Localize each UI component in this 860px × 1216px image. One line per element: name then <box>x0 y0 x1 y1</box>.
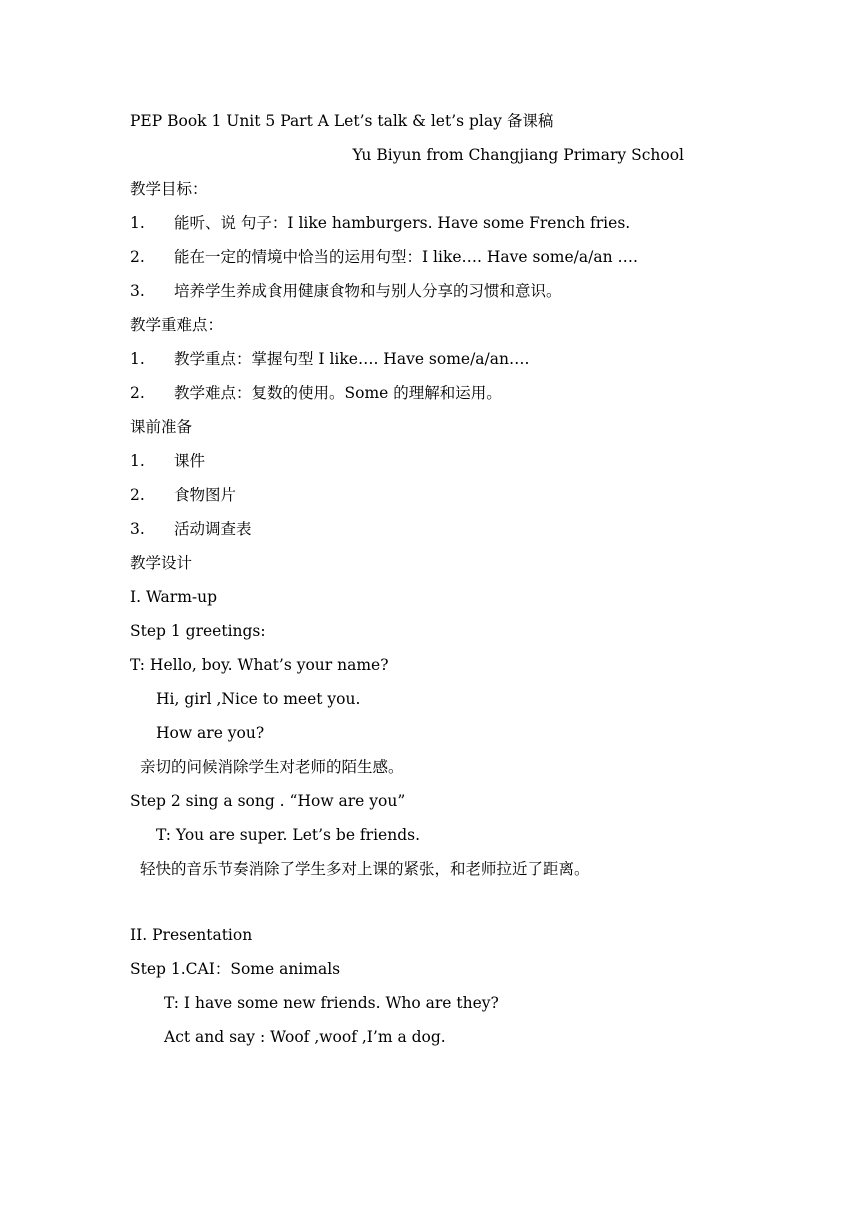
preparation-item <box>130 478 236 512</box>
dialogue-line: Hi, girl ,Nice to meet you. <box>156 690 361 708</box>
dialogue-line: T: I have some new friends. Who are they? <box>164 994 499 1012</box>
item-text: 食物图片 <box>174 486 237 504</box>
item-text: 活动调查表 <box>174 520 252 538</box>
dialogue-line: T: You are super. Let’s be friends. <box>156 826 420 844</box>
item-number: 3. <box>130 282 145 300</box>
item-number: 2. <box>130 248 145 266</box>
step-heading: Step 2 sing a song . “How are you” <box>130 792 406 810</box>
warmup-heading: I. Warm-up <box>130 588 218 606</box>
key-points-heading: 教学重难点： <box>130 316 224 334</box>
step-heading: Step 1.CAI：Some animals <box>130 960 341 978</box>
preparation-heading: 课前准备 <box>130 418 193 436</box>
objective-item <box>130 240 638 274</box>
item-number: 1. <box>130 214 145 232</box>
teaching-note: 亲切的问候消除学生对老师的陌生感。 <box>140 758 404 776</box>
item-number: 3. <box>130 520 145 538</box>
teaching-note: 轻快的音乐节奏消除了学生多对上课的紧张，和老师拉近了距离。 <box>140 860 590 878</box>
item-text: 课件 <box>174 452 206 470</box>
preparation-item <box>130 512 252 546</box>
item-number: 1. <box>130 350 145 368</box>
dialogue-line: Act and say : Woof ,woof ,I’m a dog. <box>164 1028 446 1046</box>
author-line: Yu Biyun from Changjiang Primary School <box>352 146 684 164</box>
item-number: 1. <box>130 452 145 470</box>
item-text: 教学难点：复数的使用。Some 的理解和运用。 <box>174 384 502 402</box>
design-heading: 教学设计 <box>130 554 193 572</box>
objective-item <box>130 274 562 308</box>
item-text: 培养学生养成食用健康食物和与别人分享的习惯和意识。 <box>174 282 562 300</box>
item-text: 能听、说 句子：I like hamburgers. Have some French fries. <box>174 214 631 232</box>
presentation-heading: II. Presentation <box>130 926 253 944</box>
item-number: 2. <box>130 384 145 402</box>
preparation-item <box>130 444 205 478</box>
item-text: 能在一定的情境中恰当的运用句型：I like…. Have some/a/an …. <box>174 248 638 266</box>
key-point-item <box>130 376 502 410</box>
key-point-item <box>130 342 529 376</box>
item-text: 教学重点：掌握句型 I like…. Have some/a/an…. <box>174 350 530 368</box>
step-heading: Step 1 greetings: <box>130 622 266 640</box>
objectives-heading: 教学目标： <box>130 180 208 198</box>
item-number: 2. <box>130 486 145 504</box>
dialogue-line: How are you? <box>156 724 265 742</box>
document-title: PEP Book 1 Unit 5 Part A Let’s talk & let’s play 备课稿 <box>130 112 554 130</box>
dialogue-line: T: Hello, boy. What’s your name? <box>130 656 389 674</box>
objective-item <box>130 206 630 240</box>
